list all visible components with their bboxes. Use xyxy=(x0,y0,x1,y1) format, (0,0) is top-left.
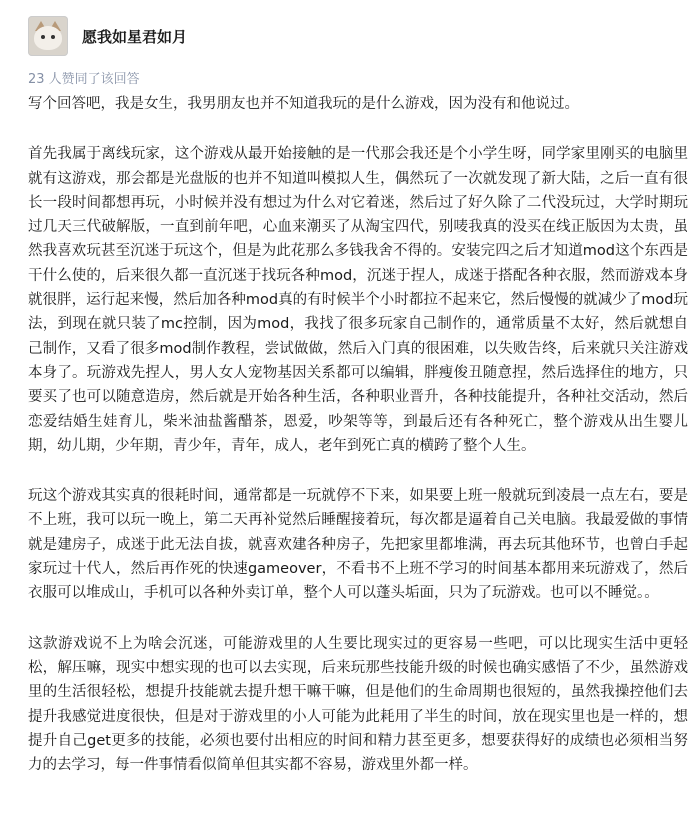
author-header xyxy=(28,16,187,56)
paragraph: 首先我属于离线玩家，这个游戏从最开始接触的是一代那会我还是个小学生呀，同学家里刚买的电脑里就有这游戏，那会都是光盘版的也并不知道叫模拟人生，偶然玩了一次就发现了新大陆，之后一直有很长一段时间都想再玩，小时候并没有想过为什么对它着迷，然后过了好久除了二代没玩过，大学时期玩过几天三代破解版，一直到前年吧，心血来潮买了从淘宝四代，别唛我真的没买在线正版因为太贵，虽然我喜欢玩甚至沉迷于玩这个，但是为此花那么多钱我舍不得的。安装完四之后才知道mod这个东西是干什么使的，后来很久都一直沉迷于找玩各种mod，沉迷于捏人，成迷于搭配各种衣服，然而游戏本身就很胖，运行起来慢，然后加各种mod真的有时候半个小时都拉不起来它，然后慢慢的就减少了mod玩法，到现在就只装了mc控制，因为mod，我找了很多玩家自己制作的，通常质量不太好，然后就想自己制作，又看了很多mod制作教程，尝试做做，然后入门真的很困难，以失败告终，后来就只关注游戏本身了。玩游戏先捏人，男人女人宠物基因关系都可以编辑，胖瘦俊丑随意捏，然后选择住的地方，只要买了也可以随意造房，然后就是开始各种生活，各种职业晋升，各种技能提升，各种社交活动，然后恋爱结婚生娃育儿，柴米油盐酱醋茶，恩爱，吵架等等，到最后还有各种死亡，整个游戏从出生婴儿期，幼儿期，少年期，青少年，青年，成人，老年到死亡真的横跨了整个人生。 xyxy=(28,146,688,454)
author-name[interactable]: 愿我如星君如月 xyxy=(82,27,188,46)
vote-count: 23 人赞同了该回答 xyxy=(28,72,140,87)
answer-content xyxy=(28,92,688,777)
paragraph: 这款游戏说不上为啥会沉迷，可能游戏里的人生要比现实过的更容易一些吧，可以比现实生活中更轻松，解压嘛，现实中想实现的也可以去实现，后来玩那些技能升级的时候也确实感悟了不少，虽然游戏里的生活很轻松，想提升技能就去提升想干嘛干嘛，但是他们的生命周期也很短的，虽然我操控他们去提升我感觉进度很快，但是对于游戏里的小人可能为此耗用了半生的时间，放在现实里也是一样的，想提升自己get更多的技能，必须也要付出相应的时间和精力甚至更多，想要获得好的成绩也必须相当努力的去学习，每一件事情看似简单但其实都不容易，游戏里外都一样。 xyxy=(28,635,688,774)
cat-avatar-icon[interactable] xyxy=(28,16,68,56)
paragraph: 玩这个游戏其实真的很耗时间，通常都是一玩就停不下来，如果要上班一般就玩到凌晨一点左右，要是不上班，我可以玩一晚上，第二天再补觉然后睡醒接着玩，每次都是逼着自己关电脑。我最爱做的事情就是建房子，成迷于此无法自拔，就喜欢建各种房子，先把家里都堆满，再去玩其他环节，也曾白手起家玩过十代人，然后再作死的快速gameover，不看书不上班不学习的时间基本都用来玩游戏了，然后衣服可以堆成山，手机可以各种外卖订单，整个人可以蓬头垢面，只为了玩游戏。也可以不睡觉。。 xyxy=(28,488,688,602)
paragraph: 写个回答吧，我是女生，我男朋友也并不知道我玩的是什么游戏，因为没有和他说过。 xyxy=(28,96,579,112)
